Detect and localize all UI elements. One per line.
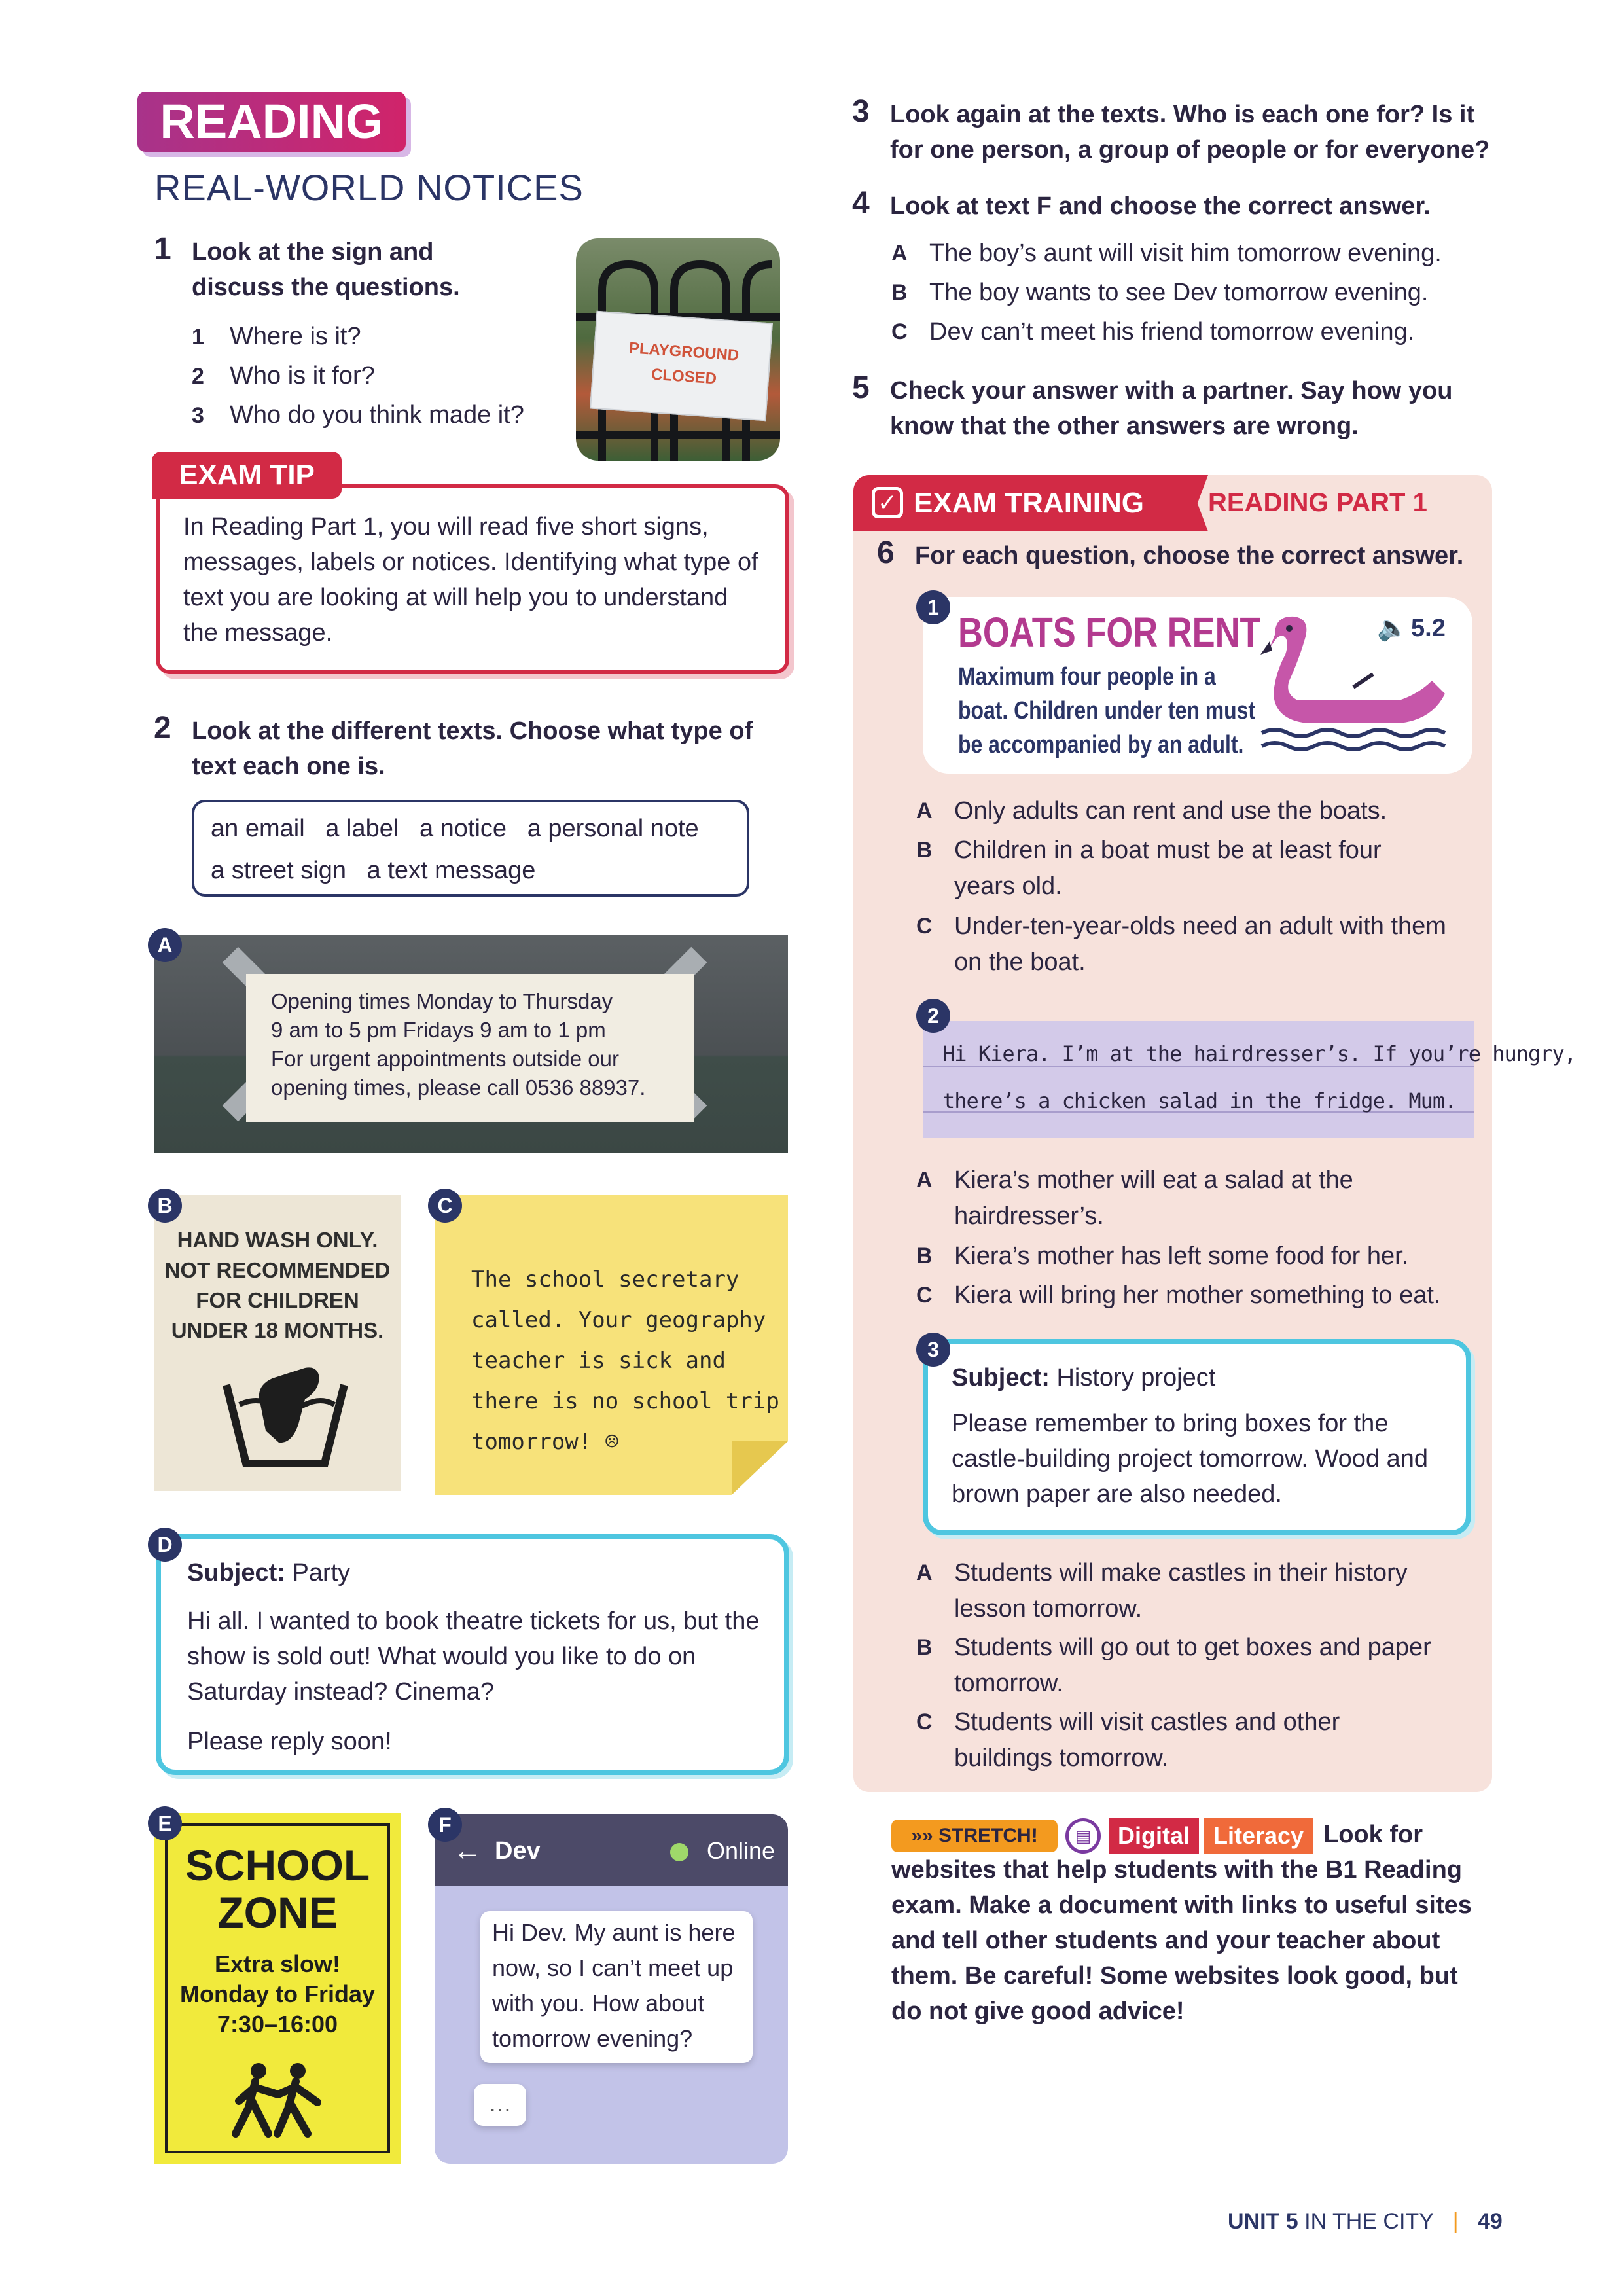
item-2-option-a[interactable]: A Kiera’s mother will eat a salad at the hairdresser’s.	[916, 1166, 1353, 1230]
label-a: A	[148, 928, 182, 962]
text-a-line-3: For urgent appointments outside our	[271, 1047, 619, 1071]
question-4-text: Look at text F and choose the correct answer.	[890, 192, 1431, 220]
question-4	[852, 186, 1492, 224]
question-6	[877, 535, 1478, 573]
q1-item-3: 3 Who do you think made it?	[192, 401, 524, 429]
school-zone-title-2: ZONE	[217, 1888, 338, 1937]
question-5-text: Check your answer with a partner. Say how you know that the other answers are wrong.	[890, 377, 1453, 440]
question-2-number: 2	[154, 711, 171, 745]
question-2	[154, 711, 781, 784]
label-d: D	[148, 1528, 182, 1562]
school-zone-title-1: SCHOOL	[185, 1841, 370, 1890]
text-a-line-1: Opening times Monday to Thursday	[271, 989, 613, 1013]
label-f: F	[428, 1808, 462, 1842]
q4-option-c[interactable]: C Dev can’t meet his friend tomorrow evening.	[891, 318, 1415, 346]
school-zone-line-1: Extra slow!	[214, 1950, 341, 1977]
kiera-note-line-1: Hi Kiera. I’m at the hairdresser’s. If you’re hungry,	[942, 1041, 1577, 1066]
item-2-number: 2	[916, 999, 950, 1033]
q4-option-b[interactable]: B The boy wants to see Dev tomorrow evening.	[891, 279, 1429, 306]
exam-tip-label: EXAM TIP	[152, 452, 342, 499]
question-2-text: Look at the different texts. Choose what type of text each one is.	[192, 717, 753, 780]
item-3-option-c[interactable]: C Students will visit castles and other buildings tomorrow.	[916, 1708, 1340, 1772]
stretch-label: »» STRETCH!	[911, 1825, 1038, 1846]
reading-title: READING	[160, 94, 383, 149]
item-1-number: 1	[916, 590, 950, 624]
hand-wash-icon	[220, 1359, 351, 1470]
item-2-option-c[interactable]: C Kiera will bring her mother something to eat.	[916, 1282, 1441, 1309]
item-3-option-b[interactable]: B Students will go out to get boxes and paper tomorrow.	[916, 1634, 1431, 1697]
exam-training-label: EXAM TRAINING	[914, 487, 1144, 519]
flamingo-boat-icon	[1249, 609, 1465, 753]
text-c-line-3: teacher is sick and	[471, 1348, 726, 1374]
text-d-sign-off: Please reply soon!	[187, 1728, 392, 1755]
page-footer	[1228, 2206, 1503, 2237]
sticky-note-fold	[732, 1441, 788, 1495]
text-b-line-1: HAND WASH ONLY.	[177, 1228, 378, 1252]
footer-unit: UNIT 5	[1228, 2209, 1298, 2234]
playground-closed-photo	[576, 238, 780, 461]
item-1-option-c[interactable]: C Under-ten-year-olds need an adult with them on the boat.	[916, 912, 1446, 976]
text-c-line-1: The school secretary	[471, 1266, 740, 1293]
word-box-line-2: a street sign a text message	[211, 857, 536, 884]
text-a-line-2: 9 am to 5 pm Fridays 9 am to 1 pm	[271, 1018, 606, 1042]
item-2-option-b[interactable]: B Kiera’s mother has left some food for her.	[916, 1242, 1409, 1270]
item-3-number: 3	[916, 1333, 950, 1367]
exam-tip-text: In Reading Part 1, you will read five short signs, messages, labels or notices. Identifying what type of text you are looking at will help you to understand the message.	[183, 513, 758, 647]
chat-contact-name: Dev	[495, 1837, 541, 1865]
boats-line-1: Maximum four people in a	[958, 663, 1216, 691]
label-c: C	[428, 1189, 462, 1223]
q4-option-a[interactable]: A The boy’s aunt will visit him tomorrow evening.	[891, 240, 1442, 267]
question-4-number: 4	[852, 186, 870, 221]
label-b: B	[148, 1189, 182, 1223]
footer-unit-title: IN THE CITY	[1304, 2209, 1434, 2234]
item-1-option-b[interactable]: B Children in a boat must be at least four years old.	[916, 836, 1382, 900]
text-c-line-5: tomorrow! ☹	[471, 1429, 619, 1455]
text-d-subject: Subject: Party	[187, 1559, 351, 1587]
digital-badge: Digital	[1109, 1818, 1199, 1854]
online-status-dot	[670, 1843, 688, 1861]
playground-sign-line-1: PLAYGROUND	[628, 339, 740, 365]
page-number: 49	[1478, 2209, 1503, 2234]
checkbox-icon: ✓	[872, 487, 903, 518]
text-c-line-4: there is no school trip	[471, 1388, 779, 1414]
item-1-option-a[interactable]: A Only adults can rent and use the boats.	[916, 797, 1387, 825]
label-e: E	[148, 1806, 182, 1840]
question-6-number: 6	[877, 535, 895, 570]
word-box-line-1: an email a label a notice a personal note	[211, 815, 699, 842]
typing-dots: …	[488, 2090, 512, 2117]
literacy-badge: Literacy	[1204, 1818, 1313, 1854]
audio-track-number: 5.2	[1411, 615, 1446, 642]
stretch-text: Look for websites that help students with the B1 Reading exam. Make a document with links to useful sites and tell other students and your teacher about them. Be careful! Some websites look good, but do not give good advice!	[891, 1821, 1472, 2025]
kiera-note-line-2: there’s a chicken salad in the fridge. Mum.	[942, 1088, 1457, 1113]
stretch-arrows-icon: »»	[911, 1825, 939, 1846]
question-3-text: Look again at the texts. Who is each one for? Is it for one person, a group of people or for everyone?	[890, 101, 1490, 164]
playground-sign-line-2: CLOSED	[651, 365, 717, 388]
exam-training-part: READING PART 1	[1208, 488, 1427, 517]
section-subtitle: REAL-WORLD NOTICES	[154, 167, 584, 208]
chat-online-status: Online	[707, 1837, 776, 1864]
school-zone-line-2: Monday to Friday	[179, 1981, 376, 2007]
text-b-line-4: UNDER 18 MONTHS.	[171, 1318, 384, 1342]
item-3-option-a[interactable]: A Students will make castles in their history lesson tomorrow.	[916, 1559, 1408, 1623]
question-6-text: For each question, choose the correct answer.	[915, 542, 1464, 569]
text-b-line-2: NOT RECOMMENDED	[164, 1258, 391, 1282]
question-3	[852, 94, 1492, 168]
text-c-line-2: called. Your geography	[471, 1307, 766, 1333]
text-d-body: Hi all. I wanted to book theatre tickets for us, but the show is sold out! What would you like to do on Saturday instead? Cinema?	[187, 1607, 760, 1706]
back-arrow-icon[interactable]: ←	[453, 1835, 482, 1867]
history-email-subject: Subject: History project	[952, 1364, 1216, 1391]
text-b-line-3: FOR CHILDREN	[196, 1288, 359, 1312]
q1-item-1: 1 Where is it?	[192, 323, 361, 350]
boats-line-3: be accompanied by an adult.	[958, 731, 1244, 759]
question-3-number: 3	[852, 94, 870, 129]
audio-speaker-icon[interactable]: 🔈	[1377, 615, 1408, 642]
q1-item-2: 2 Who is it for?	[192, 362, 375, 389]
children-crossing-icon	[223, 2062, 334, 2140]
question-5-number: 5	[852, 370, 870, 405]
text-a-line-4: opening times, please call 0536 88937.	[271, 1075, 646, 1100]
question-1-text: Look at the sign and discuss the questions.	[192, 238, 460, 301]
question-5	[852, 370, 1479, 444]
school-zone-line-3: 7:30–16:00	[217, 2011, 338, 2037]
digital-literacy-icon: ▤	[1065, 1818, 1101, 1854]
question-1	[154, 232, 532, 305]
question-1-number: 1	[154, 232, 171, 266]
history-email-body: Please remember to bring boxes for the castle-building project tomorrow. Wood and brown paper are also needed.	[952, 1410, 1429, 1508]
footer-divider: |	[1452, 2209, 1459, 2234]
chat-message-text: Hi Dev. My aunt is here now, so I can’t meet up with you. How about tomorrow evening?	[492, 1919, 736, 2052]
boats-title: BOATS FOR RENT	[958, 609, 1261, 656]
boats-line-2: boat. Children under ten must	[958, 697, 1255, 725]
